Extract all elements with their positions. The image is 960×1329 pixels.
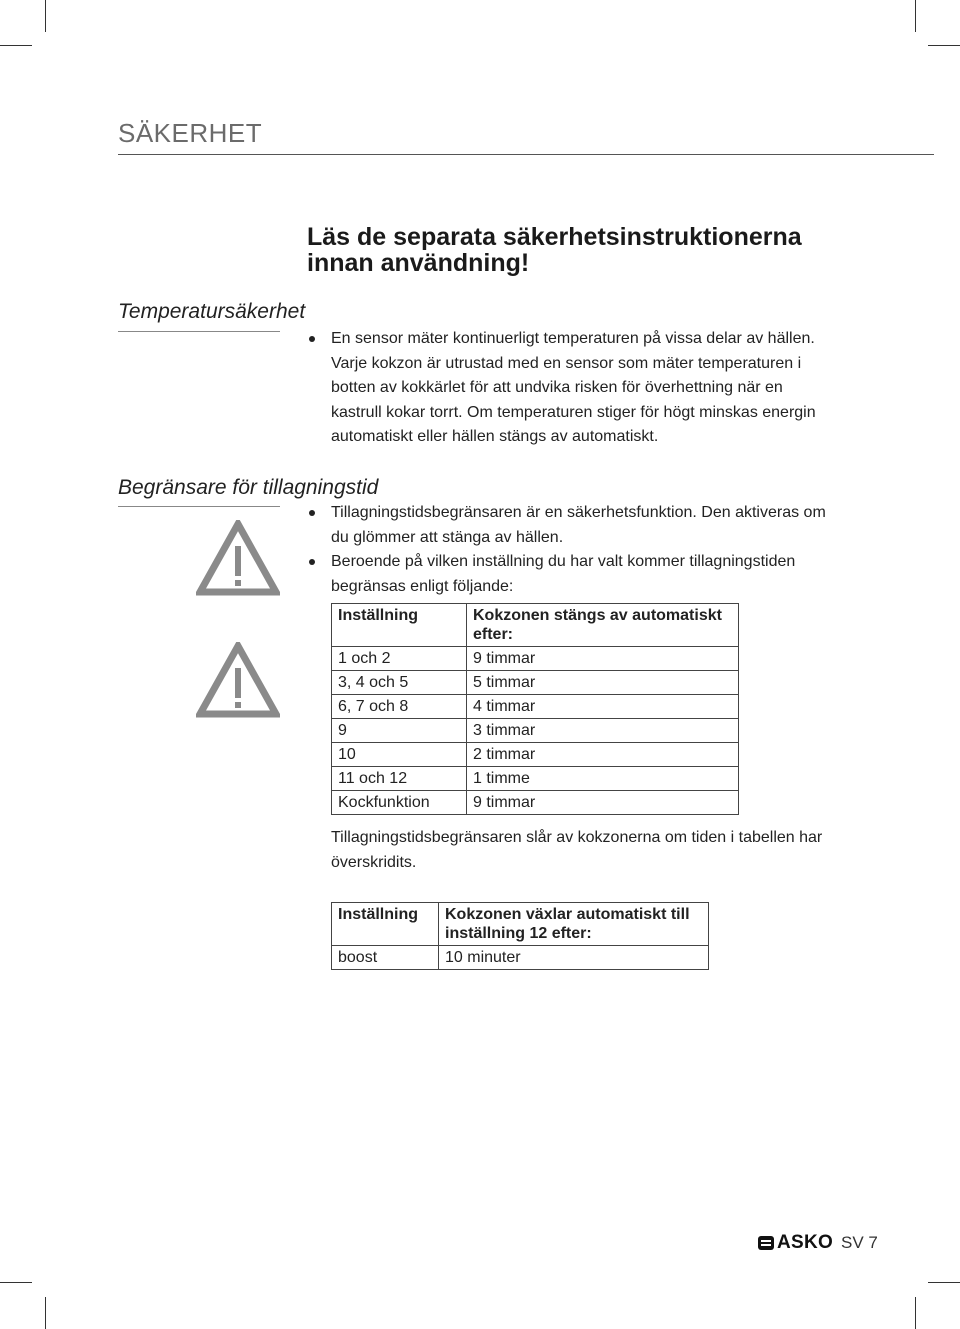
table-row <box>332 743 739 767</box>
table-header-row <box>332 903 709 946</box>
table-header-row <box>332 604 739 647</box>
table-cell: 1 och 2 <box>332 647 467 671</box>
table-header-cell: Inställning <box>332 604 467 647</box>
crop-mark <box>928 45 960 46</box>
table-cell: 4 timmar <box>467 695 739 719</box>
warning-triangle-icon <box>196 642 280 718</box>
cooktime-note: Tillagningstidsbegränsaren slår av kokzonerna om tiden i tabellen har överskridits. <box>331 829 823 871</box>
cooktime-limits-table <box>331 603 739 815</box>
table-cell: 11 och 12 <box>332 767 467 791</box>
list-item: Beroende på vilken inställning du har valt kommer tillagningstiden begränsas enligt följande: <box>307 550 827 599</box>
boost-table <box>331 902 709 970</box>
temperature-heading-rule <box>118 331 280 332</box>
crop-mark <box>0 45 32 46</box>
brand-name: ASKO <box>777 1232 834 1253</box>
page-number: SV 7 <box>841 1233 878 1252</box>
table-cell: 2 timmar <box>467 743 739 767</box>
table-cell: 3 timmar <box>467 719 739 743</box>
table-cell: 9 timmar <box>467 791 739 815</box>
table-row <box>332 791 739 815</box>
table-cell: 5 timmar <box>467 671 739 695</box>
table-cell: 9 <box>332 719 467 743</box>
cooktime-bullets <box>307 501 827 599</box>
cooktime-heading: Begränsare för tillagningstid <box>118 476 379 499</box>
crop-mark <box>915 1297 916 1329</box>
table-cell: Kockfunktion <box>332 791 467 815</box>
table-row <box>332 695 739 719</box>
table-cell: boost <box>332 946 439 970</box>
table-cell: 3, 4 och 5 <box>332 671 467 695</box>
table-header-cell: Kokzonen stängs av automatiskt efter: <box>467 604 739 647</box>
list-item: En sensor mäter kontinuerligt temperaturen på vissa delar av hällen. Varje kokzon är utrustad med en sensor som mäter temperaturen i botten av kokkärlet för att undvika risken för överhettning när en kastrull kokar torrt. Om temperaturen stiger för högt minskas energin automatiskt eller hällen stängs av automatiskt. <box>307 327 827 450</box>
asko-logo-icon <box>758 1235 774 1251</box>
table-row <box>332 767 739 791</box>
table-row <box>332 946 709 970</box>
table-cell: 6, 7 och 8 <box>332 695 467 719</box>
table-cell: 10 <box>332 743 467 767</box>
crop-mark <box>928 1282 960 1283</box>
table-row <box>332 647 739 671</box>
table-header-cell: Inställning <box>332 903 439 946</box>
list-item: Tillagningstidsbegränsaren är en säkerhetsfunktion. Den aktiveras om du glömmer att stänga av hällen. <box>307 501 827 550</box>
cooktime-heading-rule <box>118 506 280 507</box>
section-title: SÄKERHET <box>118 118 263 148</box>
crop-mark <box>0 1282 32 1283</box>
warning-triangle-icon <box>196 520 280 596</box>
temperature-heading: Temperatursäkerhet <box>118 300 306 323</box>
crop-mark <box>45 0 46 32</box>
table-cell: 10 minuter <box>439 946 709 970</box>
table-row <box>332 719 739 743</box>
crop-mark <box>45 1297 46 1329</box>
brand-logo <box>758 1232 833 1254</box>
temperature-bullets <box>307 327 827 450</box>
table-cell: 9 timmar <box>467 647 739 671</box>
table-row <box>332 671 739 695</box>
table-header-cell: Kokzonen växlar automatiskt till inställning 12 efter: <box>439 903 709 946</box>
main-heading: Läs de separata säkerhetsinstruktionerna innan användning! <box>307 223 802 277</box>
crop-mark <box>915 0 916 32</box>
header-divider <box>118 154 934 155</box>
table-cell: 1 timme <box>467 767 739 791</box>
